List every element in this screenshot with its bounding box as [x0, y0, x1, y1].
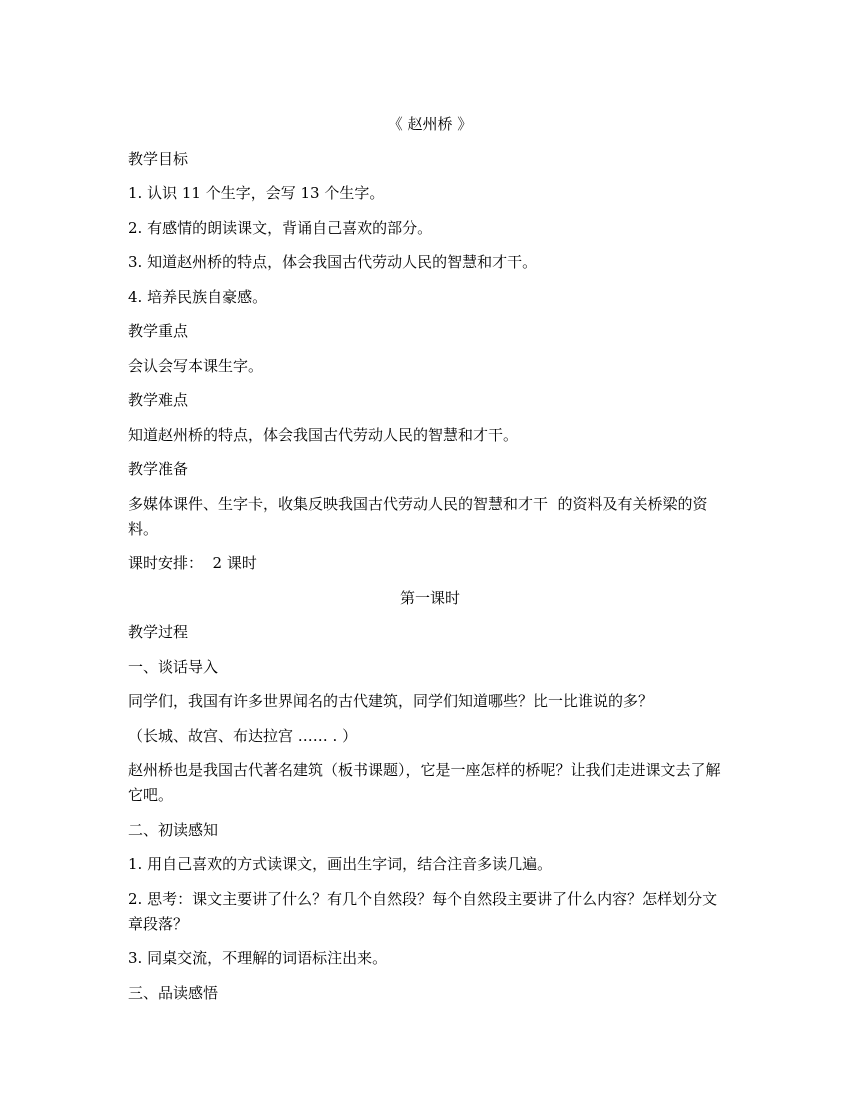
step-heading-first-reading: 二、初读感知	[128, 820, 219, 839]
section-heading-process: 教学过程	[128, 623, 189, 641]
section-heading-key-points: 教学重点	[128, 322, 189, 340]
step-heading-intro: 一、谈话导入	[128, 657, 219, 676]
step-heading-appreciation: 三、品读感悟	[128, 983, 219, 1002]
intro-paragraph-1: 同学们，我国有许多世界闻名的古代建筑，同学们知道哪些？比一比谁说的多？	[128, 692, 654, 710]
preparation-text: 多媒体课件、生字卡，收集反映我国古代劳动人民的智慧和才干 的资料及有关桥梁的资料。	[128, 494, 708, 538]
document-body	[128, 112, 732, 1015]
difficulties-text: 知道赵州桥的特点，体会我国古代劳动人民的智慧和才干。	[128, 425, 519, 444]
reading-item-1: 1. 用自己喜欢的方式读课文，画出生字词，结合注音多读几遍。	[128, 855, 553, 873]
schedule-text: 课时安排： 2 课时	[128, 554, 257, 572]
key-points-text: 会认会写本课生字。	[128, 356, 264, 375]
section-heading-preparation: 教学准备	[128, 460, 189, 478]
section-heading-difficulties: 教学难点	[128, 391, 189, 409]
document-title: 《 赵州桥 》	[387, 115, 473, 133]
reading-item-2: 2. 思考：课文主要讲了什么？有几个自然段？每个自然段主要讲了什么内容？怎样划分文章段落？	[128, 889, 718, 933]
intro-paragraph-2: （长城、故宫、布达拉宫 …… . ）	[128, 726, 358, 745]
objective-item-1: 1. 认识 11 个生字，会写 13 个生字。	[128, 184, 385, 202]
objective-item-4: 4. 培养民族自豪感。	[128, 287, 268, 306]
lesson-heading-first: 第一课时	[399, 588, 460, 607]
reading-item-3: 3. 同桌交流，不理解的词语标注出来。	[128, 949, 388, 967]
objective-item-3: 3. 知道赵州桥的特点，体会我国古代劳动人民的智慧和才干。	[128, 253, 538, 271]
section-heading-objectives: 教学目标	[128, 149, 189, 168]
objective-item-2: 2. 有感情的朗读课文，背诵自己喜欢的部分。	[128, 218, 433, 237]
intro-paragraph-3: 赵州桥也是我国古代著名建筑（板书课题），它是一座怎样的桥呢？让我们走进课文去了解它吧。	[128, 761, 721, 804]
